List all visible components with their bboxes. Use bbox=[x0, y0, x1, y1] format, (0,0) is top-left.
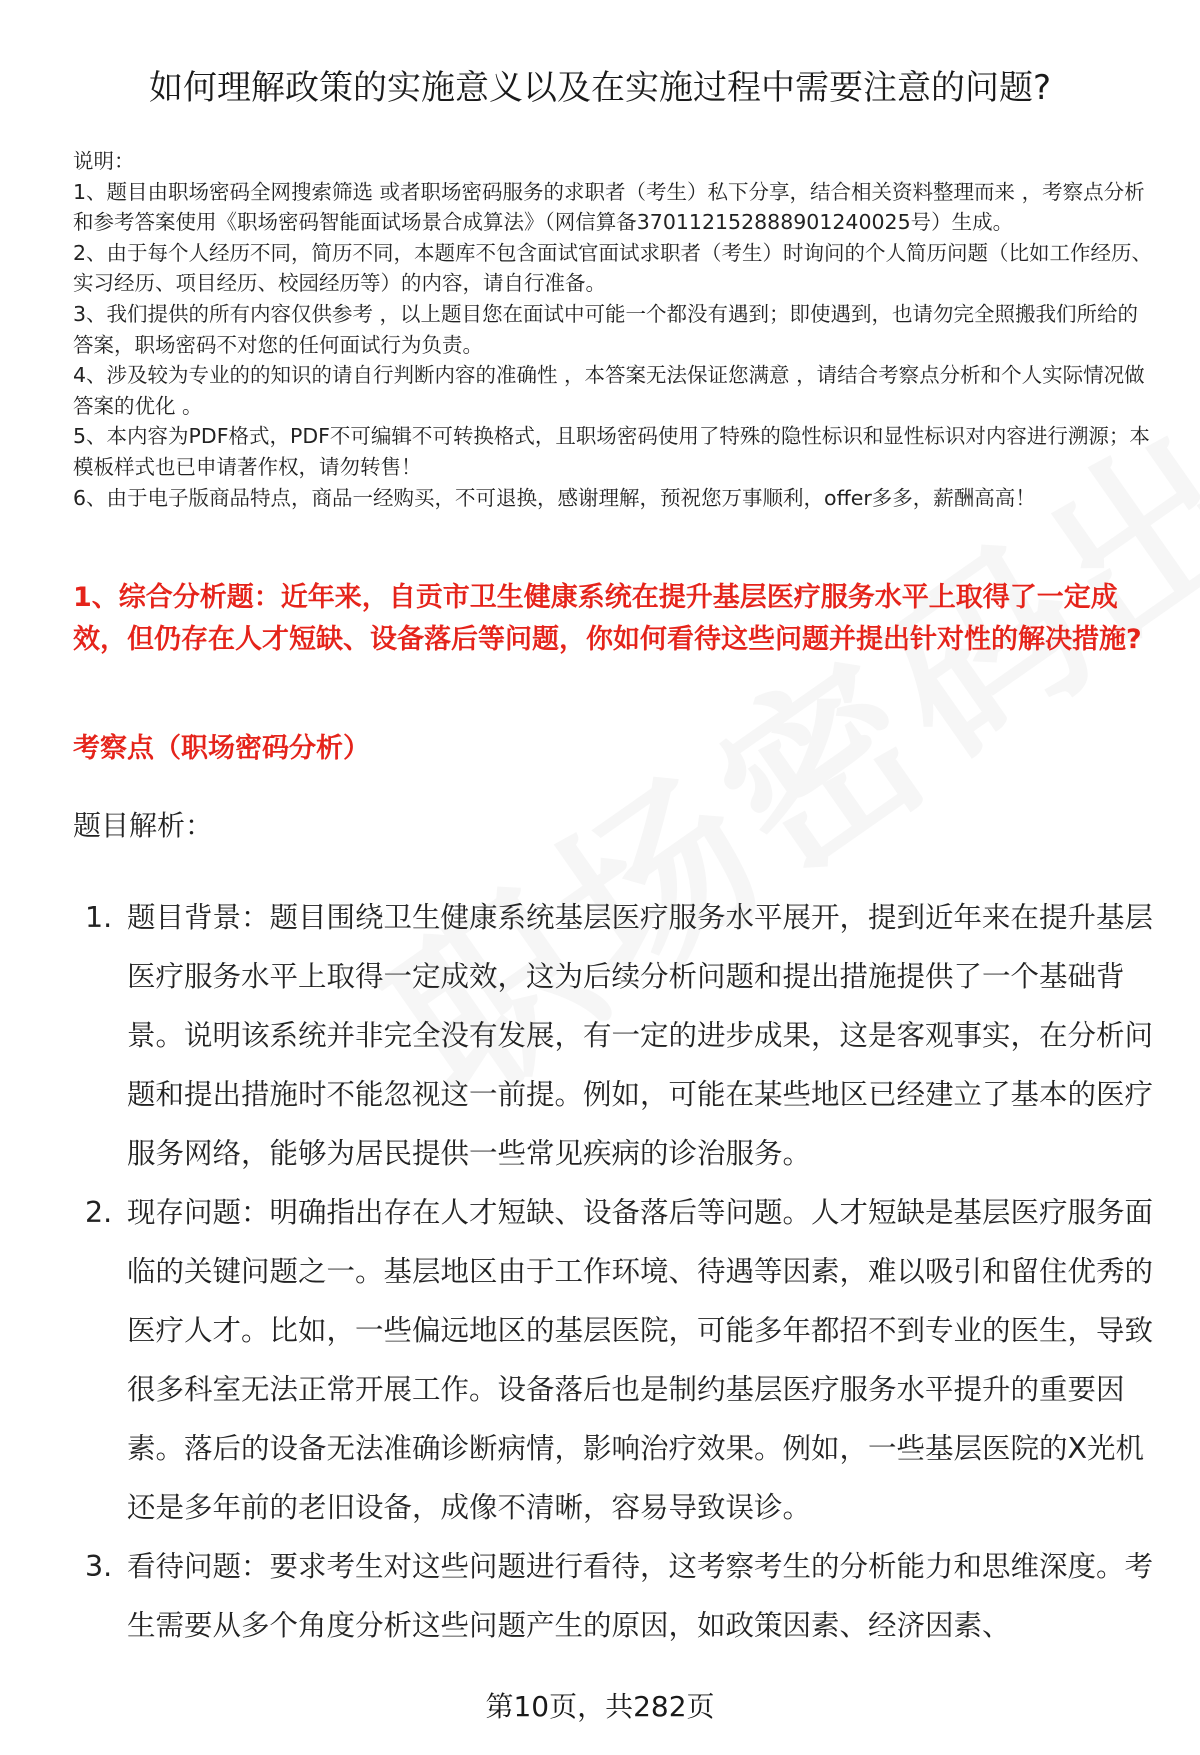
point-text: 题目背景：题目围绕卫生健康系统基层医疗服务水平展开，提到近年来在提升基层医疗服务水平上取得一定成效，这为后续分析问题和提出措施提供了一个基础背景。说明该系统并非完全没有发展，有一定的进步成果，这是客观事实，在分析问题和提出措施时不能忽视这一前提。例如，可能在某些地区已经建立了基本的医疗服务网络，能够为居民提供一些常见疾病的诊治服务。 bbox=[127, 901, 1154, 1170]
analysis-points bbox=[73, 888, 1158, 1655]
notes-item: 6、由于电子版商品特点，商品一经购买，不可退换，感谢理解，预祝您万事顺利，offer多多，薪酬高高！ bbox=[73, 485, 1036, 510]
page-title: 如何理解政策的实施意义以及在实施过程中需要注意的问题? bbox=[148, 68, 1052, 108]
question-heading: 1、综合分析题：近年来，自贡市卫生健康系统在提升基层医疗服务水平上取得了一定成效，但仍存在人才短缺、设备落后等问题，你如何看待这些问题并提出针对性的解决措施? bbox=[73, 582, 1142, 655]
point-number: 2. bbox=[85, 1196, 113, 1229]
notes-section bbox=[73, 146, 1158, 513]
notes-heading: 说明： bbox=[73, 149, 135, 173]
notes-item: 3、我们提供的所有内容仅供参考 ，以上题目您在面试中可能一个都没有遇到；即使遇到，也请勿完全照搬我们所给的答案，职场密码不对您的任何面试行为负责。 bbox=[73, 301, 1139, 357]
point-number: 3. bbox=[85, 1550, 113, 1583]
notes-item: 1、题目由职场密码全网搜索筛选 或者职场密码服务的求职者（考生）私下分享，结合相关资料整理而来 ，考察点分析和参考答案使用《职场密码智能面试场景合成算法》（网信算备370112152888901240025号）生成。 bbox=[73, 179, 1145, 235]
analysis-point bbox=[73, 1183, 1158, 1537]
notes-item: 4、涉及较为专业的的知识的请自行判断内容的准确性 ，本答案无法保证您满意 ，请结合考察点分析和个人实际情况做答案的优化 。 bbox=[73, 363, 1145, 418]
analysis-label: 题目解析： bbox=[73, 809, 214, 842]
notes-item: 5、本内容为PDF格式，PDF不可编辑不可转换格式，且职场密码使用了特殊的隐性标识和显性标识对内容进行溯源；本模板样式也已申请著作权，请勿转售！ bbox=[73, 424, 1150, 479]
notes-item: 2、由于每个人经历不同，简历不同，本题库不包含面试官面试求职者（考生）时询问的个人简历问题（比如工作经历、实习经历、项目经历、校园经历等）的内容，请自行准备。 bbox=[73, 240, 1153, 296]
point-number: 1. bbox=[85, 901, 113, 934]
point-text: 看待问题：要求考生对这些问题进行看待，这考察考生的分析能力和思维深度。考生需要从多个角度分析这些问题产生的原因，如政策因素、经济因素、 bbox=[127, 1550, 1154, 1642]
kaocha-heading: 考察点（职场密码分析） bbox=[73, 733, 370, 764]
page-footer: 第10页，共282页 bbox=[485, 1690, 715, 1723]
analysis-point bbox=[73, 1537, 1158, 1655]
analysis-point bbox=[73, 888, 1158, 1183]
point-text: 现存问题：明确指出存在人才短缺、设备落后等问题。人才短缺是基层医疗服务面临的关键问题之一。基层地区由于工作环境、待遇等因素，难以吸引和留住优秀的医疗人才。比如，一些偏远地区的基层医院，可能多年都招不到专业的医生，导致很多科室无法正常开展工作。设备落后也是制约基层医疗服务水平提升的重要因素。落后的设备无法准确诊断病情，影响治疗效果。例如，一些基层医院的X光机还是多年前的老旧设备，成像不清晰，容易导致误诊。 bbox=[127, 1196, 1154, 1524]
